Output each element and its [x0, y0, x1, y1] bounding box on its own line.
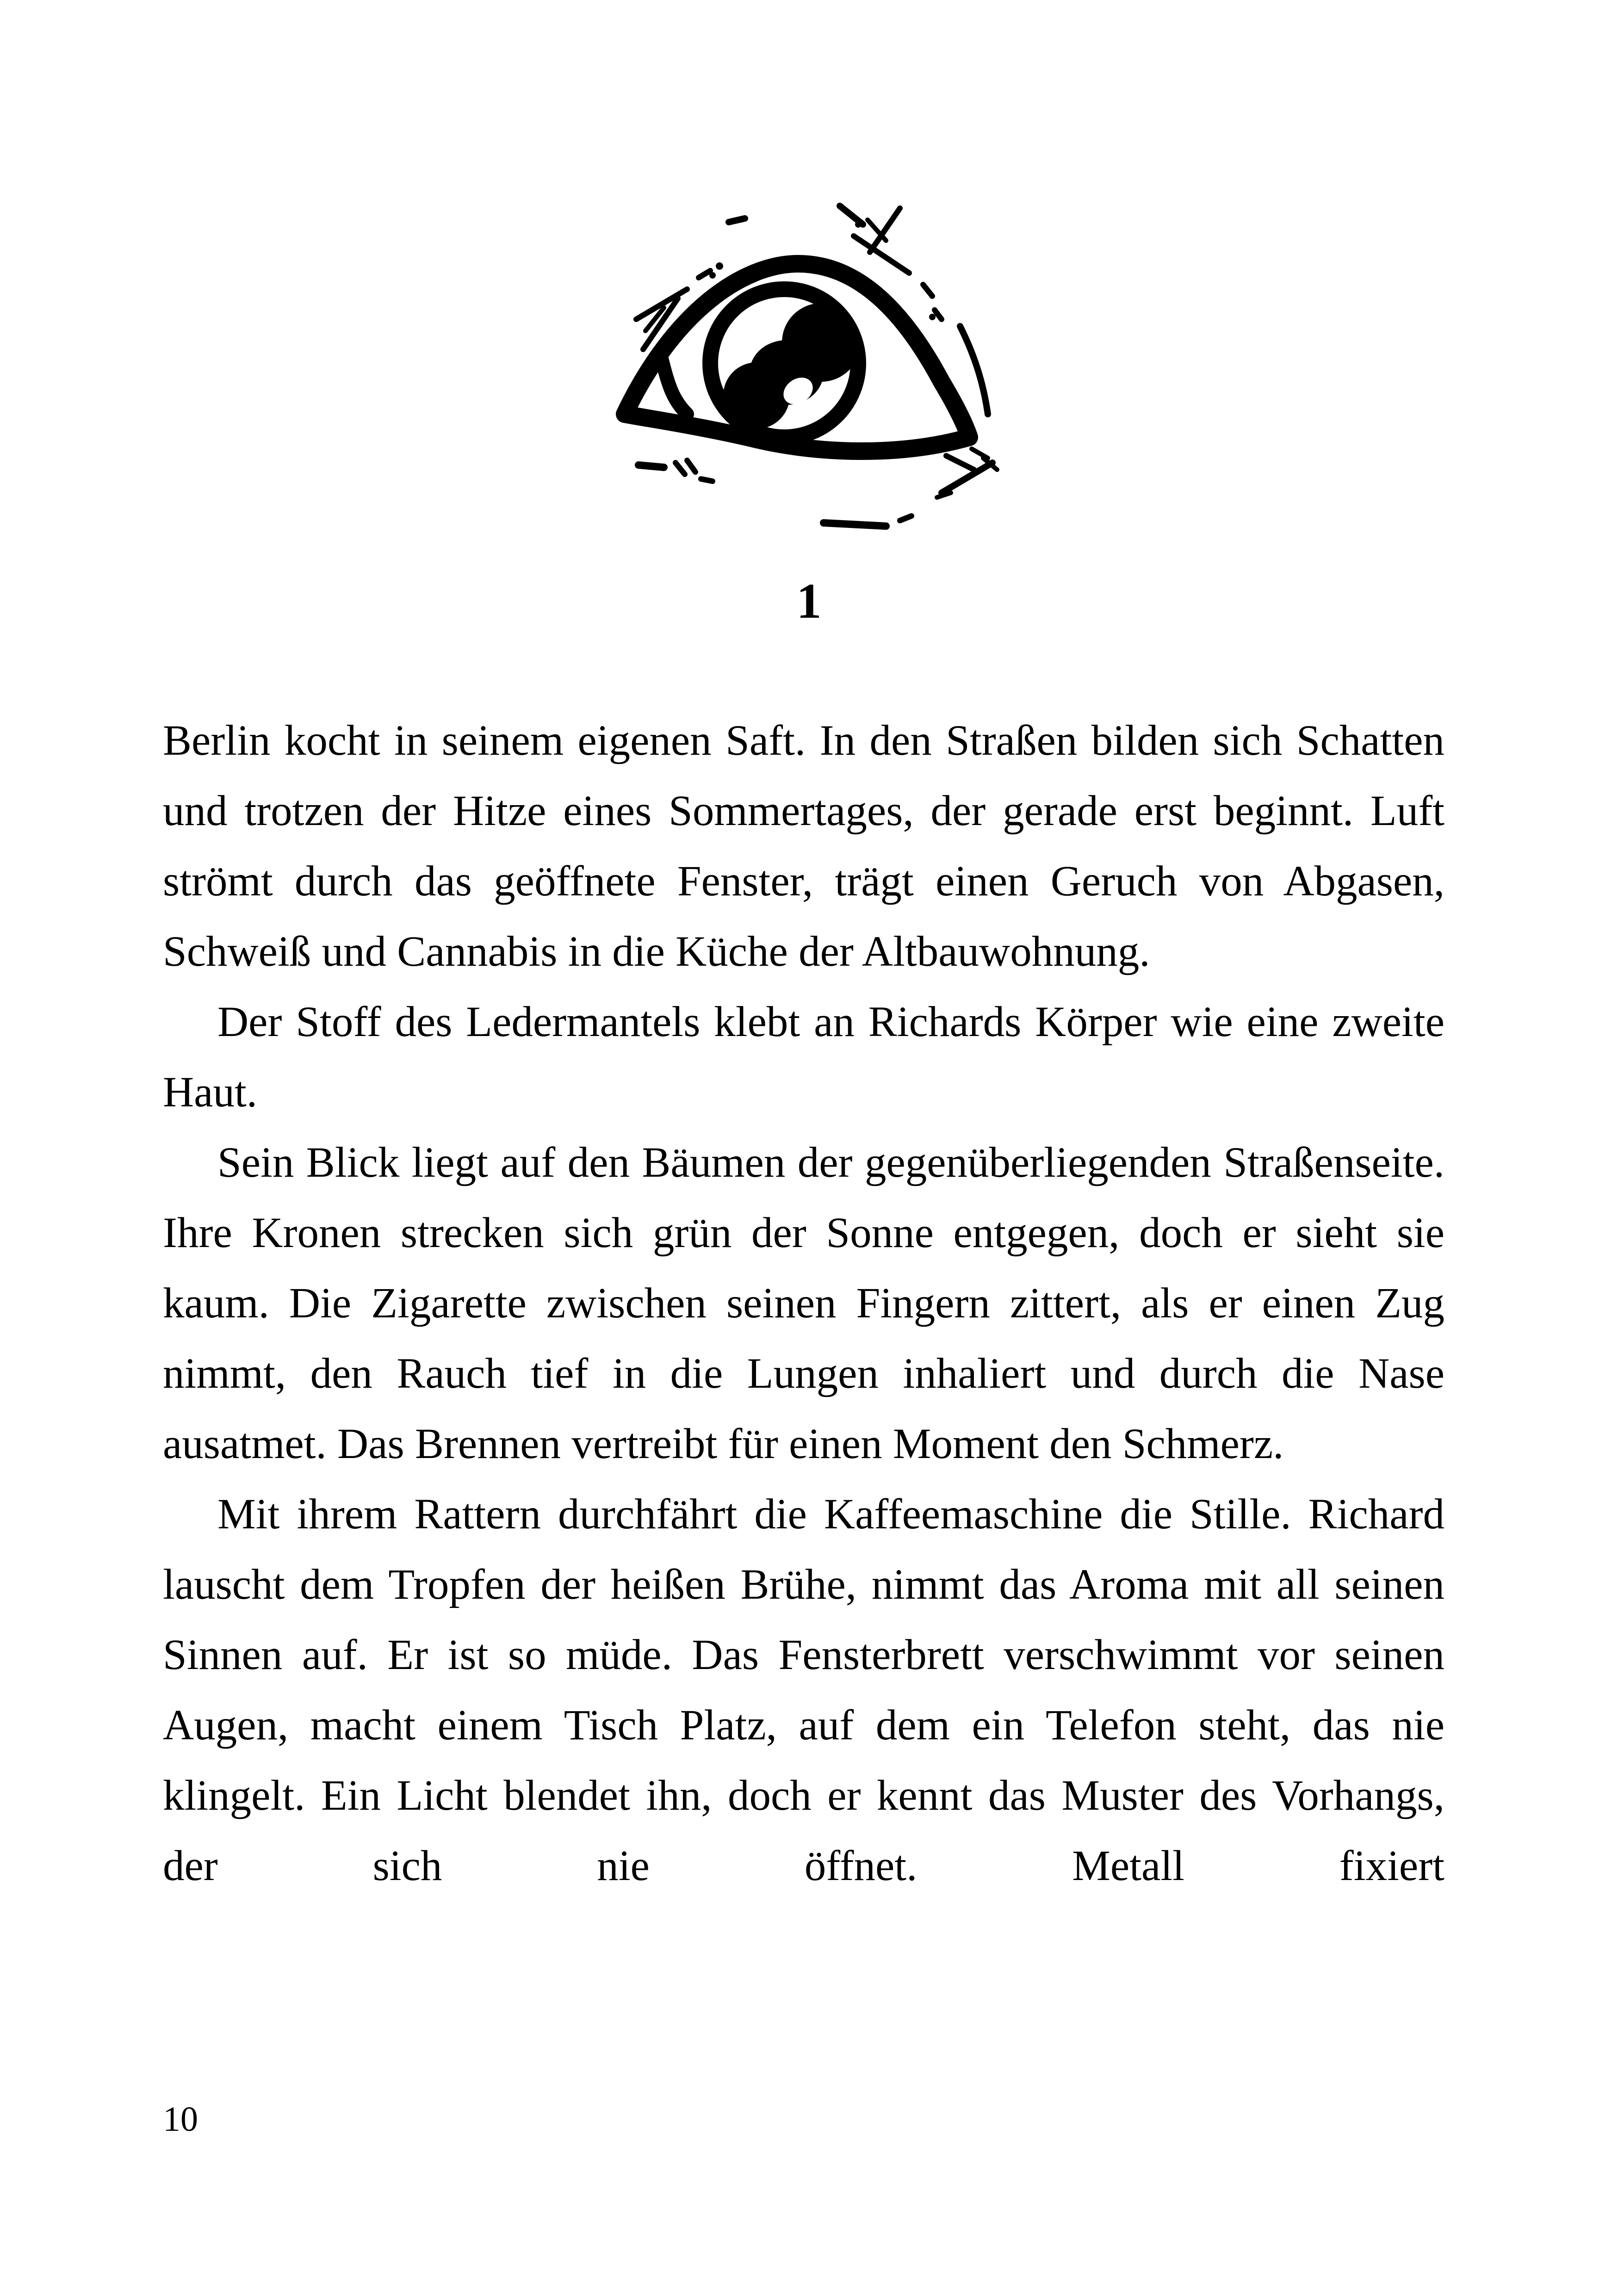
page-number: 10 — [163, 2100, 198, 2139]
paragraph: Mit ihrem Rattern durchfährt die Kaffeemaschine die Stille. Richard lauscht dem Tropfen der heißen Brühe, nimmt das Aroma mit all seinen Sinnen auf. Er ist so müde. Das Fensterbrett verschwimmt vor seinen Augen, macht einem Tisch Platz, auf dem ein Telefon steht, das nie klingelt. Ein Licht blendet ihn, doch er kennt das Muster des Vorhangs, der sich nie öffnet. Metall fixiert — [163, 1490, 1444, 1890]
eye-icon — [581, 197, 1025, 548]
chapter-number: 1 — [796, 574, 822, 629]
chapter-body — [163, 706, 1444, 1901]
paragraph: Der Stoff des Ledermantels klebt an Richards Körper wie eine zweite Haut. — [163, 998, 1444, 1116]
paragraph: Sein Blick liegt auf den Bäumen der gegenüberliegenden Straßenseite. Ihre Kronen strecken sich grün der Sonne entgegen, doch er sieht sie kaum. Die Zigarette zwischen seinen Fingern zittert, als er einen Zug nimmt, den Rauch tief in die Lungen inhaliert und durch die Nase ausatmet. Das Brennen vertreibt für einen Moment den Schmerz. — [163, 1139, 1444, 1468]
paragraph: Berlin kocht in seinem eigenen Saft. In den Straßen bilden sich Schatten und trotzen der Hitze eines Sommertages, der gerade erst beginnt. Luft strömt durch das geöffnete Fenster, trägt einen Geruch von Abgasen, Schweiß und Cannabis in die Küche der Altbauwohnung. — [163, 717, 1444, 975]
